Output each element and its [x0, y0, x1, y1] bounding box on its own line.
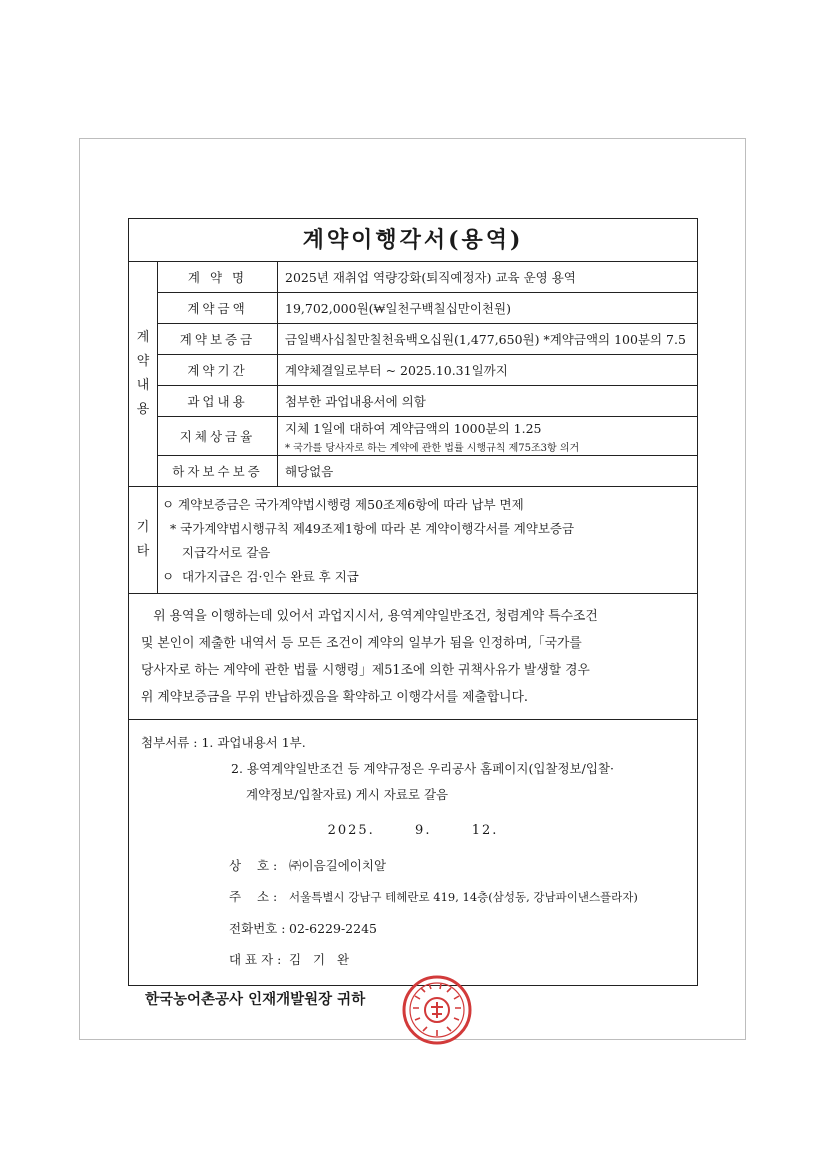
- row-value: 2025년 재취업 역량강화(퇴직예정자) 교육 운영 용역: [285, 270, 576, 285]
- vlabel-char: 약: [136, 354, 150, 369]
- contractor-info: [229, 850, 685, 975]
- vlabel-char: 타: [136, 544, 150, 559]
- row-label: 계약금액: [158, 293, 278, 323]
- pledge-paragraph: [129, 594, 697, 720]
- attachments-and-signature: [129, 720, 697, 1023]
- contract-document: [128, 218, 698, 1008]
- etc-line: 지급각서로 갈음: [162, 545, 271, 560]
- company-label: 상 호 :: [229, 858, 278, 873]
- address-label: 주 소 :: [229, 889, 278, 904]
- etc-line: ㅇ 대가지급은 검·인수 완료 후 지급: [162, 569, 359, 584]
- pledge-line: 당사자로 하는 계약에 관한 법률 시행령」제51조에 의한 귀책사유가 발생할 경우: [141, 663, 590, 678]
- etc-line: * 국가계약법시행규칙 제49조제1항에 따라 본 계약이행각서를 계약보증금: [162, 521, 575, 536]
- vlabel-char: 계: [136, 330, 150, 345]
- row-value: 금일백사십칠만칠천육백오십원(1,477,650원) *계약금액의 100분의 7.5: [285, 332, 686, 347]
- company-seal-icon: [401, 974, 473, 1046]
- etc-section: [129, 487, 697, 594]
- row-label: 과업내용: [158, 386, 278, 416]
- row-label: 하자보수보증: [158, 456, 278, 486]
- row-label: 지체상금율: [158, 417, 278, 455]
- row-defect-warranty: [158, 456, 697, 486]
- pledge-line: 및 본인이 제출한 내역서 등 모든 조건이 계약의 일부가 됨을 인정하며,「국가를: [141, 636, 582, 651]
- row-label: 계약보증금: [158, 324, 278, 354]
- vlabel-char: 용: [136, 402, 150, 417]
- row-value: 지체 1일에 대하여 계약금액의 1000분의 1.25 * 국가를 당사자로 하는 계약에 관한 법률 시행규칙 제75조3항 의거: [278, 417, 697, 455]
- row-value: 계약체결일로부터 ~ 2025.10.31일까지: [285, 363, 508, 378]
- row-label: 계 약 명: [158, 262, 278, 292]
- recipient: 한국농어촌공사 인재개발원장 귀하: [145, 992, 366, 1008]
- row-contract-name: [158, 262, 697, 293]
- document-title: 계약이행각서(용역): [129, 219, 697, 262]
- row-value: 첨부한 과업내용서에 의함: [285, 394, 426, 409]
- signing-date: 2025. 9. 12.: [327, 823, 499, 838]
- row-contract-deposit: [158, 324, 697, 355]
- contract-details-label: [129, 262, 158, 486]
- pledge-line: 위 용역을 이행하는데 있어서 과업지시서, 용역계약일반조건, 청렴계약 특수조건: [141, 609, 598, 624]
- company-address: 서울특별시 강남구 테헤란로 419, 14층(삼성동, 강남파이낸스플라자): [289, 890, 638, 904]
- row-label: 계약기간: [158, 355, 278, 385]
- company-name: ㈜이음길에이치알: [289, 858, 387, 873]
- etc-label: [129, 487, 158, 593]
- representative-label: 대 표 자 :: [229, 952, 282, 967]
- representative-name: 김 기 완: [289, 952, 350, 967]
- attachment-line: 2. 용역계약일반조건 등 계약규정은 우리공사 홈페이지(입찰정보/입찰·: [231, 761, 614, 776]
- phone-label: 전화번호 :: [229, 921, 286, 936]
- row-contract-period: [158, 355, 697, 386]
- vlabel-char: 내: [136, 378, 150, 393]
- attachment-line: 첨부서류 : 1. 과업내용서 1부.: [141, 735, 306, 750]
- attachment-line: 계약정보/입찰자료) 게시 자료로 갈음: [246, 787, 449, 802]
- vlabel-char: 기: [136, 520, 150, 535]
- contract-details-section: [129, 262, 697, 487]
- row-value: 19,702,000원(₩일천구백칠십만이천원): [285, 301, 511, 316]
- row-value: 해당없음: [285, 464, 334, 479]
- company-phone: 02-6229-2245: [289, 921, 377, 936]
- row-contract-amount: [158, 293, 697, 324]
- row-delay-penalty: [158, 417, 697, 456]
- row-note: * 국가를 당사자로 하는 계약에 관한 법률 시행규칙 제75조3항 의거: [285, 442, 580, 454]
- etc-line: ㅇ 계약보증금은 국가계약법시행령 제50조제6항에 따라 납부 면제: [162, 497, 524, 512]
- row-task-content: [158, 386, 697, 417]
- pledge-line: 위 계약보증금을 무위 반납하겠음을 확약하고 이행각서를 제출합니다.: [141, 690, 528, 705]
